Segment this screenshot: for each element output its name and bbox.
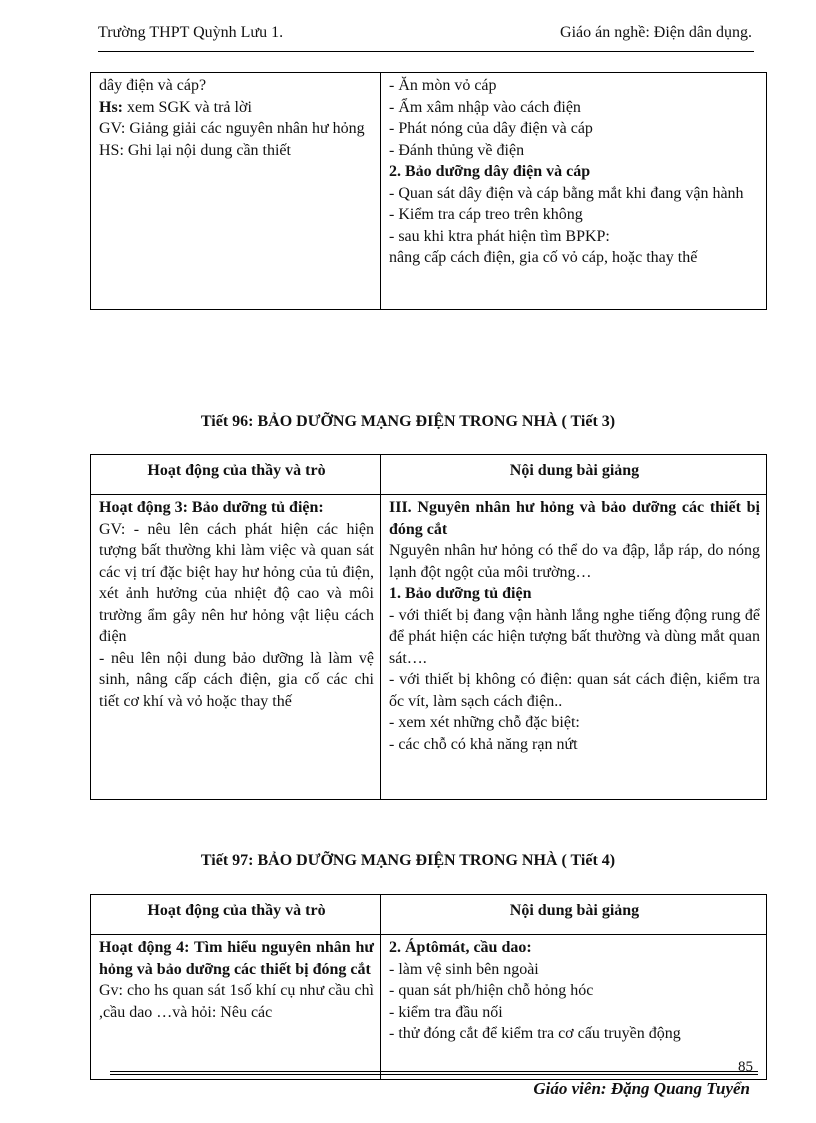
lesson-table-continued — [90, 72, 767, 310]
lesson-content-cell — [381, 495, 767, 800]
text-line: Nguyên nhân hư hỏng có thể do va đập, lắp ráp, do nóng lạnh đột ngột của môi trường… — [389, 542, 760, 581]
text-line: - Phát nóng của dây điện và cáp — [389, 120, 593, 137]
teacher-name: Giáo viên: Đặng Quang Tuyển — [533, 1079, 750, 1098]
page-number: 85 — [738, 1059, 753, 1075]
activity-heading: Hoạt động 3: Bảo dưỡng tủ điện: — [99, 499, 324, 516]
column-header-activities: Hoạt động của thầy và trò — [91, 895, 381, 935]
text-line: - làm vệ sinh bên ngoài — [389, 960, 539, 978]
text-line: - Ẩm xâm nhập vào cách điện — [389, 98, 581, 116]
text-line — [99, 97, 374, 119]
subject-name: Giáo án nghề: Điện dân dụng. — [560, 24, 752, 41]
footer-divider — [110, 1074, 758, 1075]
text-line: - Quan sát dây điện và cáp bằng mắt khi đang vận hành — [389, 184, 744, 202]
text-line: - Ăn mòn vỏ cáp — [389, 77, 497, 94]
lesson-table — [90, 894, 767, 1080]
school-name: Trường THPT Quỳnh Lưu 1. — [98, 24, 284, 41]
text-line: - các chỗ có khả năng rạn nứt — [389, 735, 578, 753]
hs-label: Hs: — [99, 98, 123, 116]
lesson-content-cell — [381, 73, 767, 310]
text-line: - kiểm tra đầu nối — [389, 1003, 503, 1021]
text-line: - xem xét những chỗ đặc biệt: — [389, 714, 580, 731]
text-line: HS: Ghi lại nội dung cần thiết — [99, 141, 291, 159]
text-line: - thử đóng cắt để kiểm tra cơ cấu truyền động — [389, 1025, 681, 1042]
column-header-content: Nội dung bài giảng — [381, 455, 767, 495]
teacher-student-activity-cell — [91, 935, 381, 1080]
lesson-content-cell — [381, 935, 767, 1080]
teacher-student-activity-cell — [91, 495, 381, 800]
lesson-title: Tiết 97: BẢO DƯỠNG MẠNG ĐIỆN TRONG NHÀ ( Tiết 4) — [200, 852, 616, 869]
section-heading: III. Nguyên nhân hư hỏng và bảo dưỡng các thiết bị đóng cắt — [389, 499, 760, 538]
teacher-student-activity-cell — [91, 73, 381, 310]
activity-heading: Hoạt động 4: Tìm hiểu nguyên nhân hư hỏng và bảo dưỡng các thiết bị đóng cắt — [99, 939, 374, 978]
text-line: GV: - nêu lên cách phát hiện các hiện tượng bất thường khi làm việc và quan sát các vị trí đặc biệt hay hư hỏng của tủ điện, xét ảnh hưởng của nhiệt độ cao và môi trường ẩm gây nên hư hỏng vật liệu cách điện — [99, 520, 374, 645]
text-line: - với thiết bị không có điện: quan sát cách điện, kiểm tra ốc vít, làm sạch cách điện.. — [389, 671, 760, 710]
text-line: GV: Giảng giải các nguyên nhân hư hỏng — [99, 120, 365, 137]
text-line: dây điện và cáp? — [99, 77, 207, 94]
lesson-title: Tiết 96: BẢO DƯỠNG MẠNG ĐIỆN TRONG NHÀ ( Tiết 3) — [200, 413, 616, 430]
footer-divider — [110, 1071, 758, 1072]
text-line: - nêu lên nội dung bảo dưỡng là làm vệ sinh, nâng cấp cách điện, gia cố các chi tiết cơ khí và vỏ hoặc thay thế — [99, 649, 374, 710]
text-line: - với thiết bị đang vận hành lắng nghe tiếng động rung để để phát hiện các hiện tượng bất thường và dùng mắt quan sát…. — [389, 606, 760, 667]
subheading: 2. Bảo dưỡng dây điện và cáp — [389, 163, 591, 180]
header-divider — [98, 51, 754, 52]
page-header — [98, 24, 752, 46]
text-line: Gv: cho hs quan sát 1số khí cụ như cầu chì ,cầu dao …và hỏi: Nêu các — [99, 982, 374, 1021]
text-line: nâng cấp cách điện, gia cố vỏ cáp, hoặc thay thế — [389, 249, 698, 266]
text-line: - sau khi ktra phát hiện tìm BPKP: — [389, 227, 610, 245]
subheading: 1. Bảo dưỡng tủ điện — [389, 585, 532, 602]
hs-task: xem SGK và trả lời — [127, 98, 252, 116]
text-line: - Đánh thủng về điện — [389, 141, 525, 159]
column-header-content: Nội dung bài giảng — [381, 895, 767, 935]
text-line: - Kiểm tra cáp treo trên không — [389, 206, 583, 223]
column-header-activities: Hoạt động của thầy và trò — [91, 455, 381, 495]
text-line: - quan sát ph/hiện chỗ hỏng hóc — [389, 982, 594, 999]
subheading: 2. Áptômát, cầu dao: — [389, 939, 532, 956]
lesson-table — [90, 454, 767, 800]
